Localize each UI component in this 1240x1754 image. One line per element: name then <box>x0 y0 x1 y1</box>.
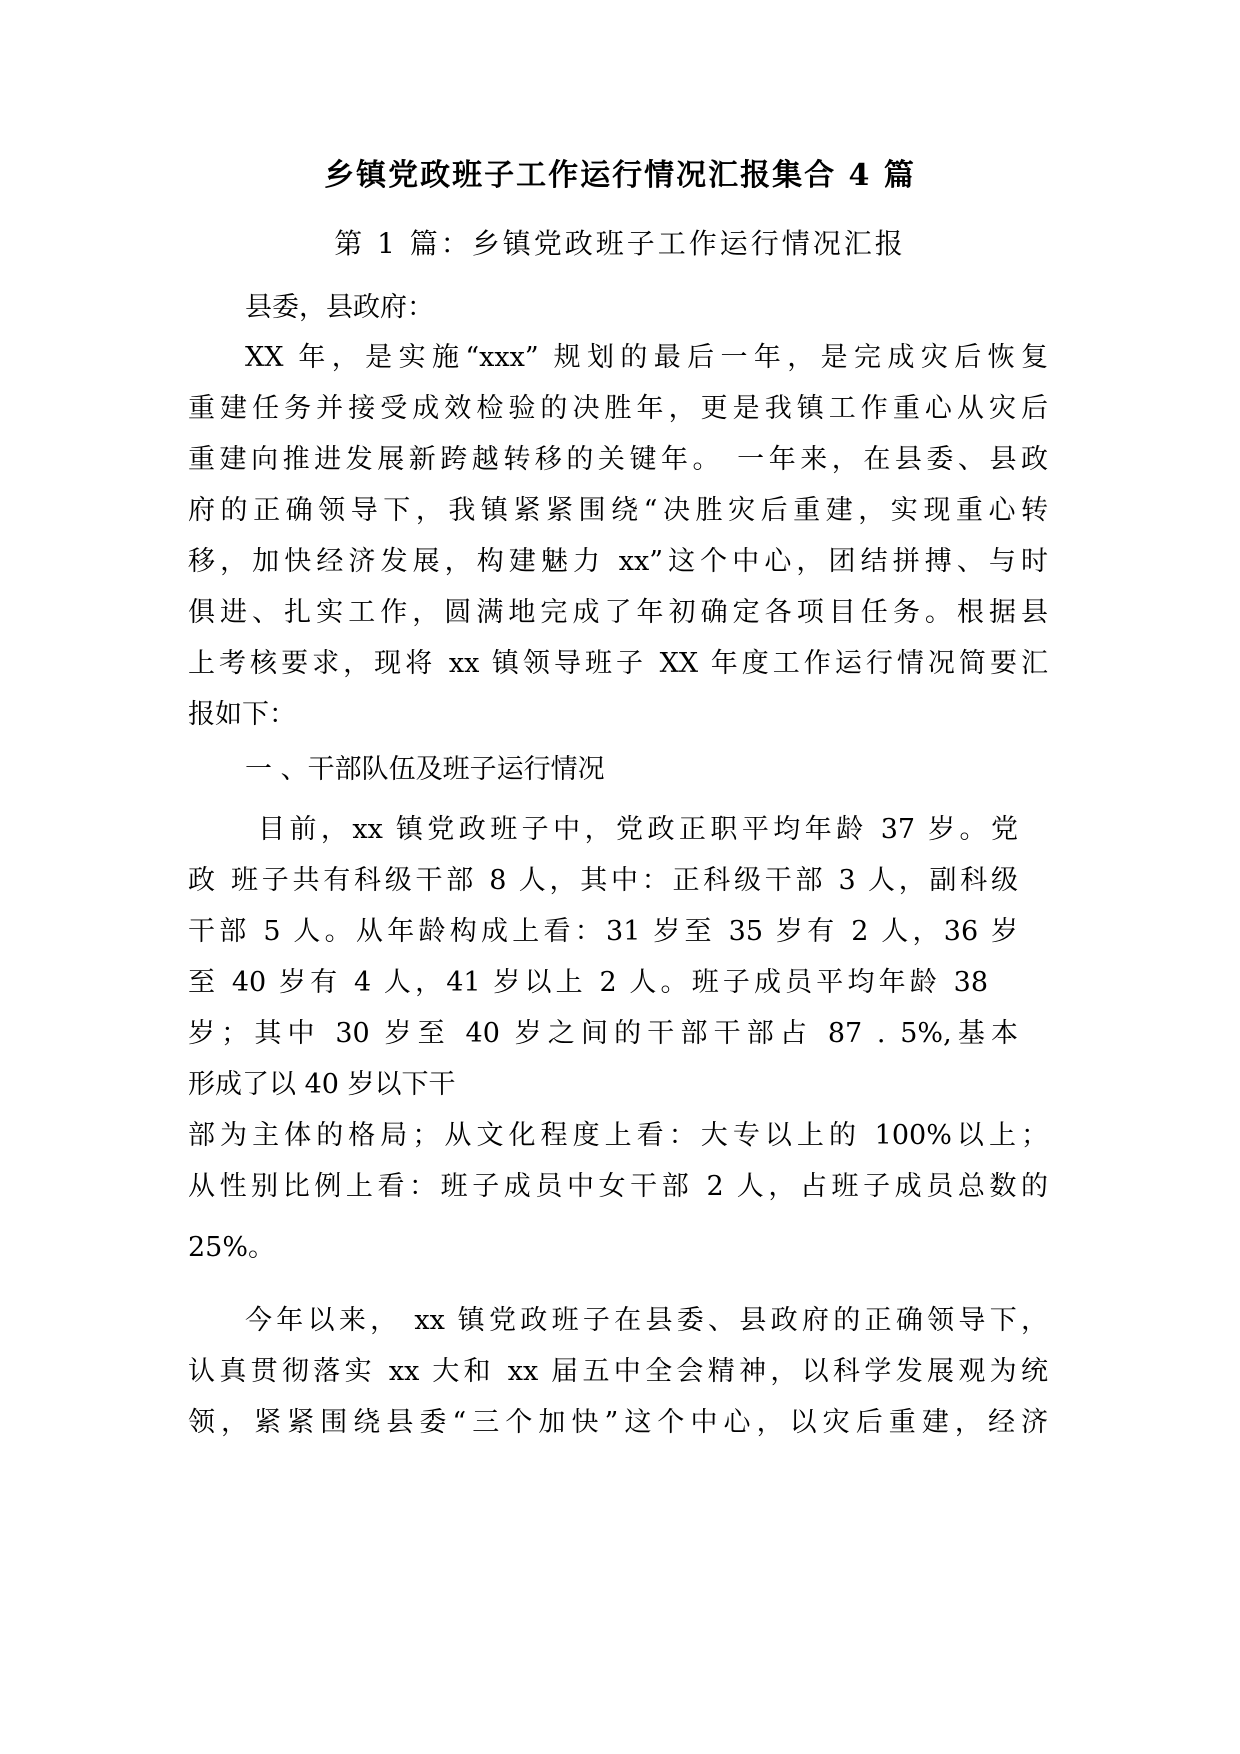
paragraph-line: 干部 5 人。从年龄构成上看：31 岁至 35 岁有 2 人，36 岁 <box>188 916 1018 947</box>
section-heading: 一 、干部队伍及班子运行情况 <box>245 754 605 785</box>
paragraph-line: 认真贯彻落实 xx 大和 xx 届五中全会精神，以科学发展观为统 <box>188 1356 1048 1387</box>
paragraph-line: 部为主体的格局；从文化程度上看：大专以上的 100%以上； <box>188 1120 1048 1151</box>
salutation: 县委，县政府： <box>245 292 434 323</box>
paragraph-line: 俱进、扎实工作，圆满地完成了年初确定各项目任务。根据县 <box>188 597 1048 628</box>
paragraph-line: 岁；其中 30 岁至 40 岁之间的干部干部占 87 . 5%,基本 <box>188 1018 1018 1049</box>
paragraph-line: 25%。 <box>188 1232 276 1263</box>
paragraph-line: 重建任务并接受成效检验的决胜年，更是我镇工作重心从灾后 <box>188 393 1048 424</box>
paragraph-line: 今年以来， xx 镇党政班子在县委、县政府的正确领导下， <box>245 1305 1048 1336</box>
paragraph-line: 报如下： <box>188 699 296 730</box>
paragraph-line: 形成了以 40 岁以下干 <box>188 1069 456 1100</box>
document-title: 乡镇党政班子工作运行情况汇报集合 4 篇 <box>324 158 916 193</box>
paragraph-line: 移，加快经济发展，构建魅力 xx”这个中心，团结拼搏、与时 <box>188 546 1048 577</box>
paragraph-line: 目前，xx 镇党政班子中，党政正职平均年龄 37 岁。党 <box>258 814 1018 845</box>
paragraph-line: 领，紧紧围绕县委“三个加快”这个中心，以灾后重建，经济 <box>188 1407 1048 1438</box>
document-subtitle: 第 1 篇：乡镇党政班子工作运行情况汇报 <box>334 227 906 260</box>
paragraph-line: 府的正确领导下，我镇紧紧围绕“决胜灾后重建，实现重心转 <box>188 495 1048 526</box>
paragraph-line: 至 40 岁有 4 人，41 岁以上 2 人。班子成员平均年龄 38 <box>188 967 988 998</box>
paragraph-line: 政 班子共有科级干部 8 人，其中：正科级干部 3 人，副科级 <box>188 865 1018 896</box>
paragraph-line: XX 年，是实施“xxx” 规划的最后一年，是完成灾后恢复 <box>245 342 1048 373</box>
paragraph-line: 上考核要求，现将 xx 镇领导班子 XX 年度工作运行情况简要汇 <box>188 648 1048 679</box>
paragraph-line: 从性别比例上看：班子成员中女干部 2 人，占班子成员总数的 <box>188 1171 1048 1202</box>
paragraph-line: 重建向推进发展新跨越转移的关键年。 一年来，在县委、县政 <box>188 444 1048 475</box>
